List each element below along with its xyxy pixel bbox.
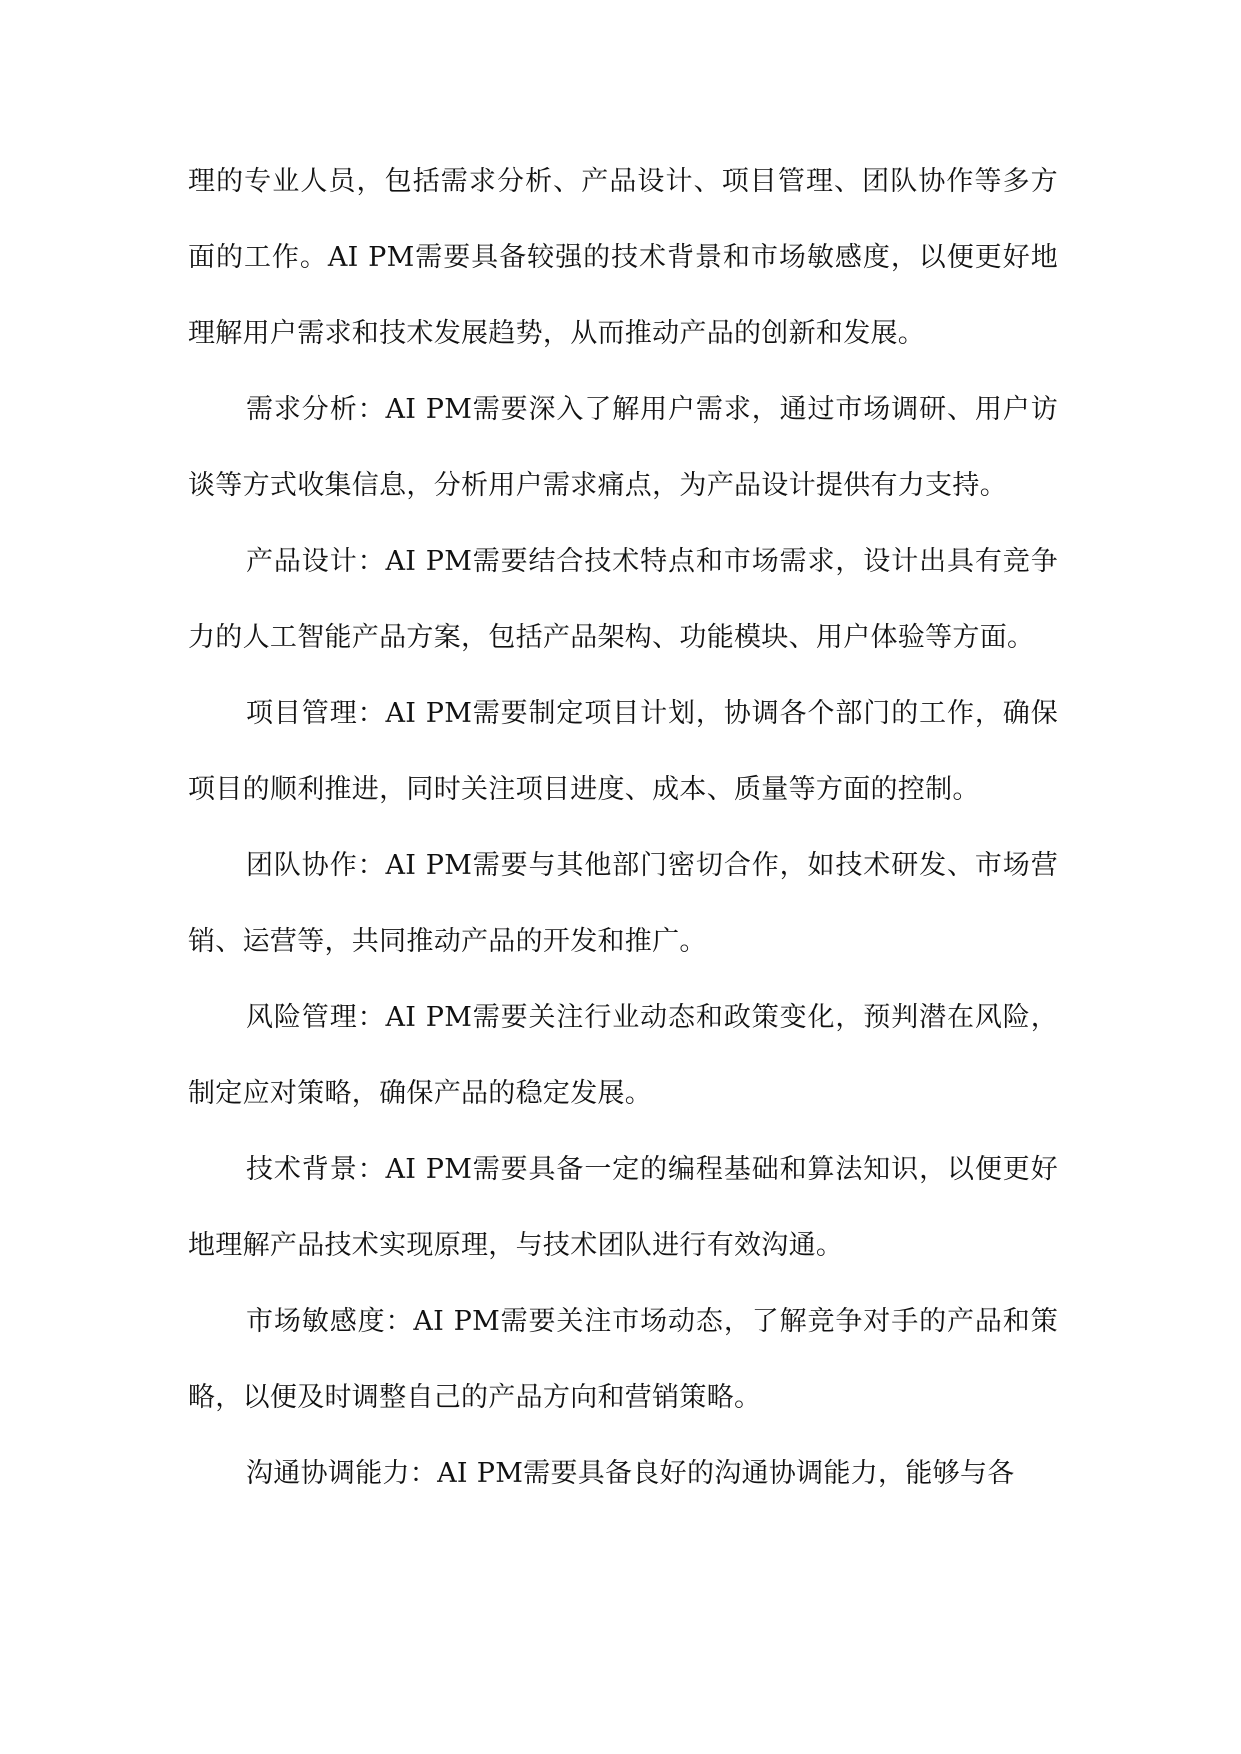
paragraph-market-sensitivity: 市场敏感度：AI PM需要关注市场动态，了解竞争对手的产品和策略，以便及时调整自己的产品方向和营销策略。 bbox=[188, 1306, 1058, 1413]
paragraph-project-management: 项目管理：AI PM需要制定项目计划，协调各个部门的工作，确保项目的顺利推进，同时关注项目进度、成本、质量等方面的控制。 bbox=[188, 698, 1058, 805]
paragraph-continuation: 理的专业人员，包括需求分析、产品设计、项目管理、团队协作等多方面的工作。AI PM需要具备较强的技术背景和市场敏感度，以便更好地理解用户需求和技术发展趋势，从而推动产品的创新和发展。 bbox=[188, 166, 1058, 349]
paragraph-requirement-analysis: 需求分析：AI PM需要深入了解用户需求，通过市场调研、用户访谈等方式收集信息，分析用户需求痛点，为产品设计提供有力支持。 bbox=[188, 394, 1058, 501]
paragraph-technical-background: 技术背景：AI PM需要具备一定的编程基础和算法知识，以便更好地理解产品技术实现原理，与技术团队进行有效沟通。 bbox=[188, 1154, 1058, 1261]
paragraph-team-collaboration: 团队协作：AI PM需要与其他部门密切合作，如技术研发、市场营销、运营等，共同推动产品的开发和推广。 bbox=[188, 850, 1058, 957]
document-body bbox=[188, 144, 1058, 1512]
paragraph-product-design: 产品设计：AI PM需要结合技术特点和市场需求，设计出具有竞争力的人工智能产品方案，包括产品架构、功能模块、用户体验等方面。 bbox=[188, 546, 1058, 653]
paragraph-communication: 沟通协调能力：AI PM需要具备良好的沟通协调能力，能够与各 bbox=[246, 1458, 1015, 1489]
paragraph-risk-management: 风险管理：AI PM需要关注行业动态和政策变化，预判潜在风险，制定应对策略，确保产品的稳定发展。 bbox=[188, 1002, 1058, 1109]
